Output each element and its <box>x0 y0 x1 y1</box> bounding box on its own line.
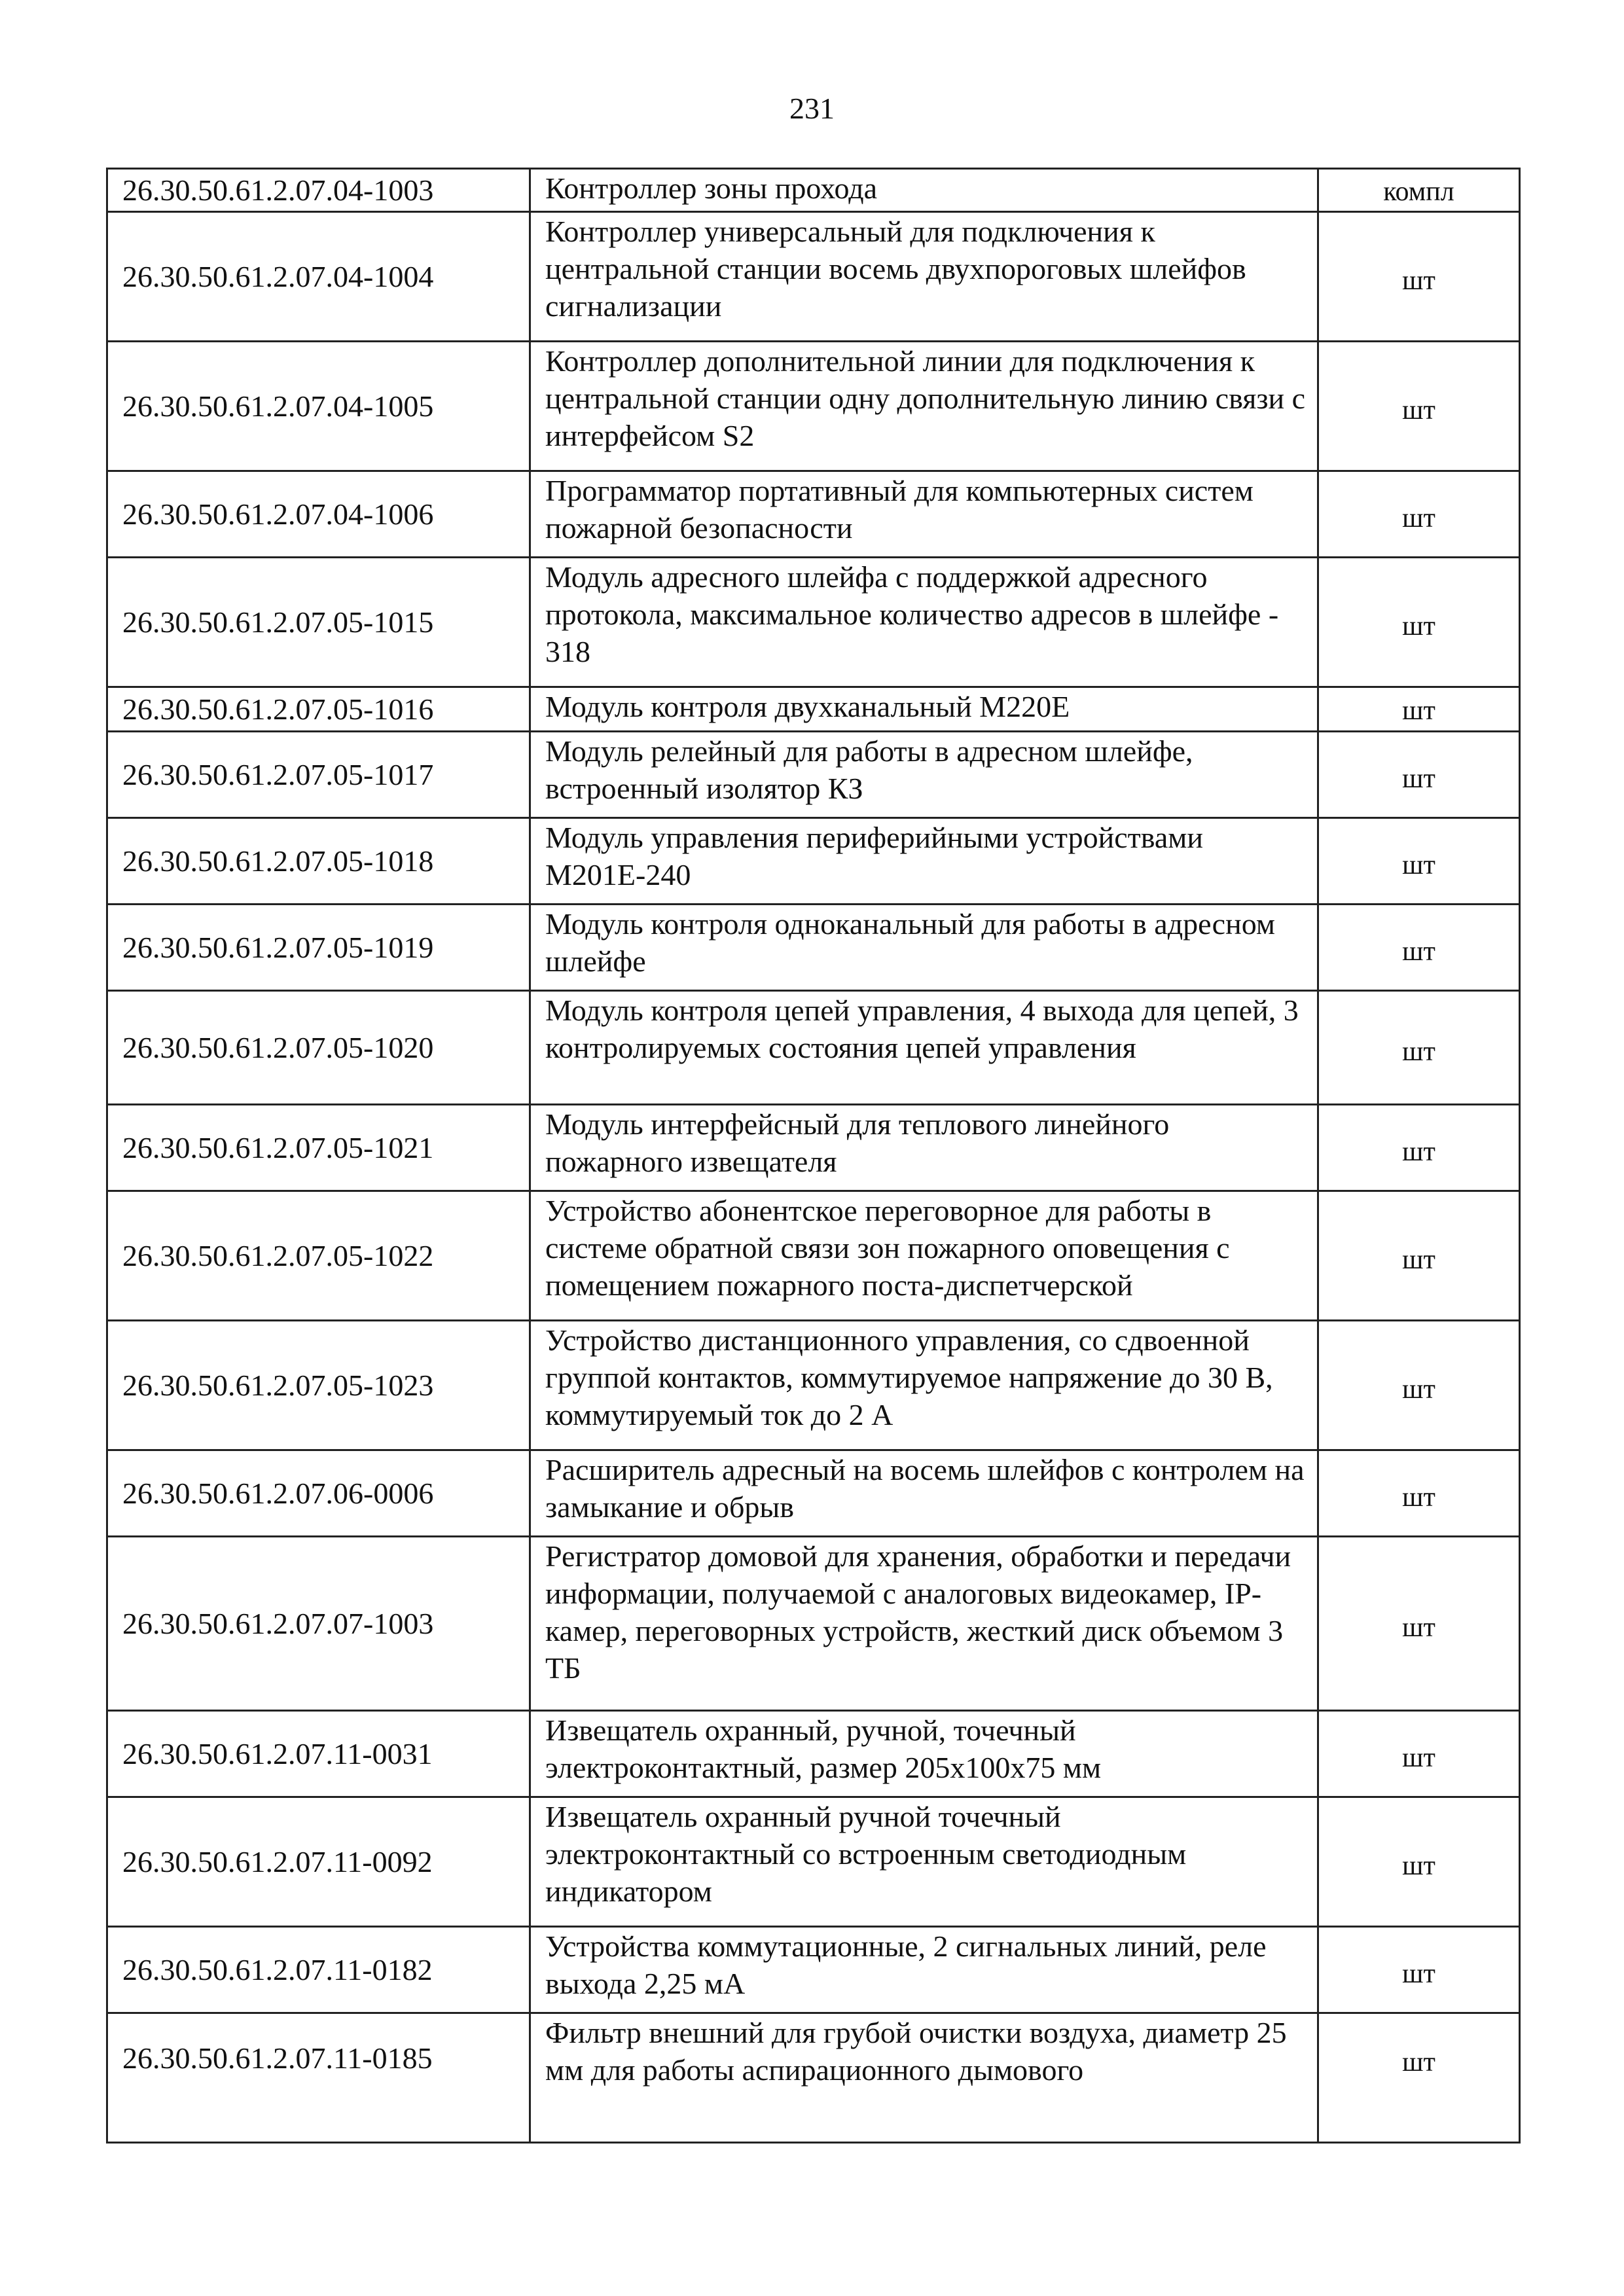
unit-of-measure: шт <box>1318 1537 1520 1711</box>
unit-of-measure: шт <box>1318 1711 1520 1797</box>
resource-code: 26.30.50.61.2.07.11-0182 <box>107 1927 530 2013</box>
unit-of-measure: шт <box>1318 1321 1520 1450</box>
resource-code: 26.30.50.61.2.07.05-1018 <box>107 818 530 905</box>
unit-of-measure: шт <box>1318 818 1520 905</box>
page-number: 231 <box>789 92 835 125</box>
table-row <box>107 905 1520 991</box>
resource-name: Модуль интерфейсный для теплового линейного пожарного извещателя <box>530 1105 1318 1191</box>
unit-of-measure: шт <box>1318 1797 1520 1927</box>
resource-name: Контроллер универсальный для подключения к центральной станции восемь двухпороговых шлейфов сигнализации <box>530 212 1318 342</box>
resource-code: 26.30.50.61.2.07.04-1003 <box>107 169 530 212</box>
resource-code: 26.30.50.61.2.07.05-1022 <box>107 1191 530 1321</box>
resource-code: 26.30.50.61.2.07.07-1003 <box>107 1537 530 1711</box>
table-row <box>107 1797 1520 1927</box>
table-row <box>107 732 1520 818</box>
resource-name: Программатор портативный для компьютерных систем пожарной безопасности <box>530 471 1318 558</box>
unit-of-measure: компл <box>1318 169 1520 212</box>
resource-code: 26.30.50.61.2.07.11-0092 <box>107 1797 530 1927</box>
resource-name: Устройство дистанционного управления, со сдвоенной группой контактов, коммутируемое напряжение до 30 В, коммутируемый ток до 2 А <box>530 1321 1318 1450</box>
table-row <box>107 169 1520 212</box>
resource-name: Модуль релейный для работы в адресном шлейфе, встроенный изолятор КЗ <box>530 732 1318 818</box>
table-row <box>107 1711 1520 1797</box>
resource-code: 26.30.50.61.2.07.05-1017 <box>107 732 530 818</box>
resource-code: 26.30.50.61.2.07.11-0031 <box>107 1711 530 1797</box>
table-row <box>107 687 1520 732</box>
resource-name: Устройства коммутационные, 2 сигнальных линий, реле выхода 2,25 мА <box>530 1927 1318 2013</box>
unit-of-measure: шт <box>1318 991 1520 1105</box>
resource-name: Модуль адресного шлейфа с поддержкой адресного протокола, максимальное количество адресов в шлейфе - 318 <box>530 558 1318 687</box>
table-row <box>107 1321 1520 1450</box>
table-row <box>107 1191 1520 1321</box>
resource-name: Извещатель охранный, ручной, точечный электроконтактный, размер 205х100х75 мм <box>530 1711 1318 1797</box>
unit-of-measure: шт <box>1318 1450 1520 1537</box>
table-row <box>107 991 1520 1105</box>
resource-name: Устройство абонентское переговорное для работы в системе обратной связи зон пожарного оповещения с помещением пожарного поста-диспетчерской <box>530 1191 1318 1321</box>
resource-name: Модуль контроля двухканальный M220E <box>530 687 1318 732</box>
resource-code: 26.30.50.61.2.07.05-1023 <box>107 1321 530 1450</box>
table-row <box>107 818 1520 905</box>
resource-code: 26.30.50.61.2.07.04-1004 <box>107 212 530 342</box>
unit-of-measure: шт <box>1318 2013 1520 2143</box>
unit-of-measure: шт <box>1318 732 1520 818</box>
unit-of-measure: шт <box>1318 212 1520 342</box>
resource-code: 26.30.50.61.2.07.04-1006 <box>107 471 530 558</box>
table-row <box>107 342 1520 471</box>
unit-of-measure: шт <box>1318 342 1520 471</box>
resource-code: 26.30.50.61.2.07.05-1019 <box>107 905 530 991</box>
resource-name: Модуль контроля одноканальный для работы в адресном шлейфе <box>530 905 1318 991</box>
table-row <box>107 1450 1520 1537</box>
unit-of-measure: шт <box>1318 905 1520 991</box>
resource-table <box>106 168 1521 2144</box>
resource-name: Модуль контроля цепей управления, 4 выхода для цепей, 3 контролируемых состояния цепей управления <box>530 991 1318 1105</box>
unit-of-measure: шт <box>1318 1191 1520 1321</box>
table-row <box>107 1537 1520 1711</box>
resource-name: Расширитель адресный на восемь шлейфов с контролем на замыкание и обрыв <box>530 1450 1318 1537</box>
resource-name: Извещатель охранный ручной точечный электроконтактный со встроенным светодиодным индикатором <box>530 1797 1318 1927</box>
table-row <box>107 212 1520 342</box>
resource-code: 26.30.50.61.2.07.06-0006 <box>107 1450 530 1537</box>
unit-of-measure: шт <box>1318 558 1520 687</box>
resource-code: 26.30.50.61.2.07.05-1015 <box>107 558 530 687</box>
resource-code: 26.30.50.61.2.07.11-0185 <box>107 2013 530 2143</box>
resource-name: Модуль управления периферийными устройствами M201E-240 <box>530 818 1318 905</box>
table-row <box>107 558 1520 687</box>
table-row <box>107 1927 1520 2013</box>
table-row <box>107 2013 1520 2143</box>
unit-of-measure: шт <box>1318 687 1520 732</box>
unit-of-measure: шт <box>1318 1927 1520 2013</box>
unit-of-measure: шт <box>1318 1105 1520 1191</box>
resource-name: Регистратор домовой для хранения, обработки и передачи информации, получаемой с аналоговых видеокамер, IP-камер, переговорных устройств, жесткий диск объемом 3 ТБ <box>530 1537 1318 1711</box>
table-row <box>107 1105 1520 1191</box>
resource-code: 26.30.50.61.2.07.05-1016 <box>107 687 530 732</box>
resource-code: 26.30.50.61.2.07.05-1021 <box>107 1105 530 1191</box>
resource-name: Контроллер дополнительной линии для подключения к центральной станции одну дополнительную линию связи с интерфейсом S2 <box>530 342 1318 471</box>
resource-code: 26.30.50.61.2.07.04-1005 <box>107 342 530 471</box>
unit-of-measure: шт <box>1318 471 1520 558</box>
table-row <box>107 471 1520 558</box>
resource-code: 26.30.50.61.2.07.05-1020 <box>107 991 530 1105</box>
resource-name: Контроллер зоны прохода <box>530 169 1318 212</box>
resource-name: Фильтр внешний для грубой очистки воздуха, диаметр 25 мм для работы аспирационного дымового <box>530 2013 1318 2143</box>
